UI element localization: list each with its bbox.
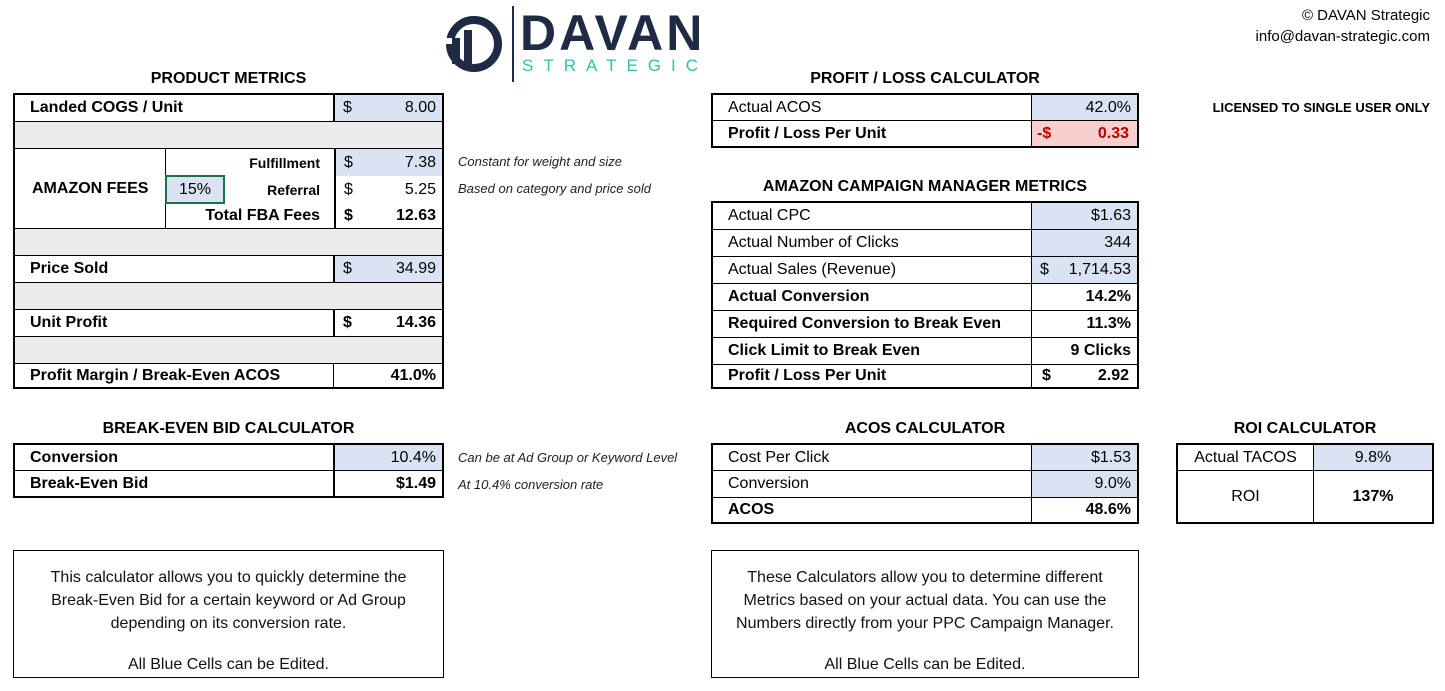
referral-label: Referral — [267, 181, 320, 198]
conversion-label: Conversion — [30, 448, 119, 466]
table-row — [15, 310, 442, 337]
table-row — [713, 95, 1137, 121]
copyright-text: © DAVAN Strategic — [1301, 7, 1430, 24]
profit-loss-label: Profit / Loss Per Unit — [728, 124, 887, 142]
table-row — [713, 471, 1137, 498]
landed-cogs-value: 8.00 — [404, 99, 436, 116]
required-conversion-value: 11.3% — [1031, 311, 1137, 337]
table-row — [713, 498, 1137, 522]
campaign-manager-table — [711, 201, 1139, 389]
actual-clicks-input[interactable]: 344 — [1031, 230, 1137, 256]
acos-calc-table — [711, 443, 1139, 524]
actual-acos-label: Actual ACOS — [728, 98, 822, 116]
roi-value: 137% — [1313, 471, 1432, 522]
currency-symbol: -$ — [1037, 124, 1052, 142]
break-even-bid-label: Break-Even Bid — [30, 474, 149, 492]
total-fba-label: Total FBA Fees — [205, 207, 320, 224]
referral-cell — [334, 176, 442, 203]
info-text: This calculator allows you to quickly determine the Break-Even Bid for a certain keyword or Ad Group depending on its conversion rate. — [50, 569, 407, 632]
referral-pct-input[interactable]: 15% — [166, 176, 224, 203]
fulfillment-note: Constant for weight and size — [458, 154, 623, 169]
roi-label: ROI — [1231, 487, 1260, 505]
table-row — [713, 365, 1137, 387]
actual-cpc-input[interactable]: $1.63 — [1031, 203, 1137, 229]
info-box-left — [13, 550, 444, 678]
davan-logo — [444, 6, 714, 82]
edit-note: All Blue Cells can be Edited. — [128, 656, 329, 673]
logo-tagline: STRATEGIC — [522, 56, 709, 75]
spacer-row — [15, 283, 442, 310]
product-metrics-title: PRODUCT METRICS — [150, 70, 307, 87]
table-row — [713, 445, 1137, 471]
contact-email[interactable]: info@davan-strategic.com — [1255, 28, 1430, 45]
profit-loss-title: PROFIT / LOSS CALCULATOR — [810, 70, 1040, 87]
referral-row — [166, 176, 442, 203]
profit-loss-value: 0.33 — [1097, 124, 1129, 142]
roi-calc-title: ROI CALCULATOR — [1233, 420, 1377, 437]
fulfillment-row — [166, 149, 442, 176]
break-even-bid-table — [13, 443, 444, 498]
acos-calc-title: ACOS CALCULATOR — [844, 420, 1006, 437]
roi-calc-table — [1176, 443, 1434, 524]
product-metrics-table — [13, 93, 444, 389]
unit-profit-value: 14.36 — [395, 314, 436, 331]
table-row — [15, 256, 442, 283]
campaign-profit-label: Profit / Loss Per Unit — [728, 367, 887, 384]
price-sold-label: Price Sold — [30, 260, 109, 277]
currency-symbol: $ — [343, 314, 352, 331]
referral-note: Based on category and price sold — [458, 181, 651, 196]
conversion-input[interactable]: 10.4% — [333, 445, 442, 470]
campaign-profit-value: 2.92 — [1097, 367, 1129, 384]
table-row — [713, 338, 1137, 365]
click-limit-value: 9 Clicks — [1031, 338, 1137, 364]
table-row — [1178, 471, 1432, 522]
currency-symbol: $ — [344, 207, 353, 224]
info-box-right — [711, 550, 1139, 678]
break-even-bid-value: $1.49 — [333, 471, 442, 496]
table-row — [15, 471, 442, 496]
tacos-label: Actual TACOS — [1194, 448, 1297, 466]
campaign-manager-title: AMAZON CAMPAIGN MANAGER METRICS — [762, 178, 1088, 195]
table-row — [713, 203, 1137, 230]
required-conversion-label: Required Conversion to Break Even — [728, 315, 1001, 332]
table-row — [713, 284, 1137, 311]
table-row — [713, 257, 1137, 284]
cpc-input[interactable]: $1.53 — [1031, 445, 1137, 470]
fulfillment-value: 7.38 — [404, 153, 436, 171]
table-row — [15, 95, 442, 122]
currency-symbol: $ — [1042, 367, 1051, 384]
break-even-bid-title: BREAK-EVEN BID CALCULATOR — [102, 420, 355, 437]
table-row — [1178, 445, 1432, 471]
fees-subgrid — [165, 149, 442, 228]
spacer-row — [15, 337, 442, 364]
acos-label: ACOS — [728, 501, 775, 518]
currency-symbol: $ — [343, 260, 352, 277]
profit-loss-value-cell — [1031, 121, 1137, 146]
acos-conversion-label: Conversion — [728, 475, 809, 492]
amazon-fees-block — [15, 149, 442, 229]
amazon-fees-label: AMAZON FEES — [32, 179, 149, 197]
info-text: These Calculators allow you to determine different Metrics based on your actual data. You can use the Numbers directly from your PPC Campaign Manager. — [736, 569, 1114, 632]
currency-symbol: $ — [343, 99, 352, 116]
logo-wordmark: DAVAN — [520, 5, 706, 61]
total-fba-value: 12.63 — [395, 207, 436, 224]
unit-profit-cell — [333, 310, 442, 336]
table-row — [713, 121, 1137, 146]
currency-symbol: $ — [1040, 261, 1049, 278]
total-fba-cell — [334, 203, 442, 229]
actual-sales-input[interactable] — [1031, 257, 1137, 283]
conversion-note: Can be at Ad Group or Keyword Level — [458, 450, 678, 465]
referral-value: 5.25 — [404, 180, 436, 198]
actual-sales-label: Actual Sales (Revenue) — [728, 261, 897, 278]
logo-mark-icon — [444, 14, 504, 74]
tacos-input[interactable]: 9.8% — [1313, 445, 1432, 470]
campaign-profit-cell — [1031, 365, 1137, 387]
acos-conversion-input[interactable]: 9.0% — [1031, 471, 1137, 497]
table-row — [15, 364, 442, 387]
table-row — [15, 445, 442, 471]
actual-acos-input[interactable]: 42.0% — [1031, 95, 1137, 120]
price-sold-input[interactable] — [333, 256, 442, 282]
spacer-row — [15, 122, 442, 149]
table-row — [713, 311, 1137, 338]
actual-conversion-label: Actual Conversion — [728, 288, 870, 305]
fulfillment-label: Fulfillment — [249, 154, 320, 171]
click-limit-label: Click Limit to Break Even — [728, 342, 921, 359]
bid-note: At 10.4% conversion rate — [458, 477, 604, 492]
actual-cpc-label: Actual CPC — [728, 207, 811, 224]
currency-symbol: $ — [344, 180, 353, 198]
fulfillment-input[interactable] — [334, 149, 442, 176]
edit-note: All Blue Cells can be Edited. — [824, 656, 1026, 673]
margin-value: 41.0% — [333, 364, 442, 387]
license-notice: LICENSED TO SINGLE USER ONLY — [1212, 100, 1430, 115]
landed-cogs-input[interactable] — [333, 95, 442, 121]
cpc-label: Cost Per Click — [728, 448, 830, 466]
logo-divider — [512, 6, 514, 82]
landed-cogs-label: Landed COGS / Unit — [30, 99, 183, 116]
actual-sales-value: 1,714.53 — [1068, 261, 1131, 278]
actual-conversion-value: 14.2% — [1031, 284, 1137, 310]
total-fba-row — [166, 203, 442, 229]
margin-label: Profit Margin / Break-Even ACOS — [30, 366, 281, 384]
spacer-row — [15, 229, 442, 256]
table-row — [713, 230, 1137, 257]
acos-value: 48.6% — [1031, 498, 1137, 522]
actual-clicks-label: Actual Number of Clicks — [728, 234, 899, 251]
price-sold-value: 34.99 — [395, 260, 436, 277]
unit-profit-label: Unit Profit — [30, 314, 108, 331]
currency-symbol: $ — [344, 153, 353, 171]
profit-loss-table — [711, 93, 1139, 148]
